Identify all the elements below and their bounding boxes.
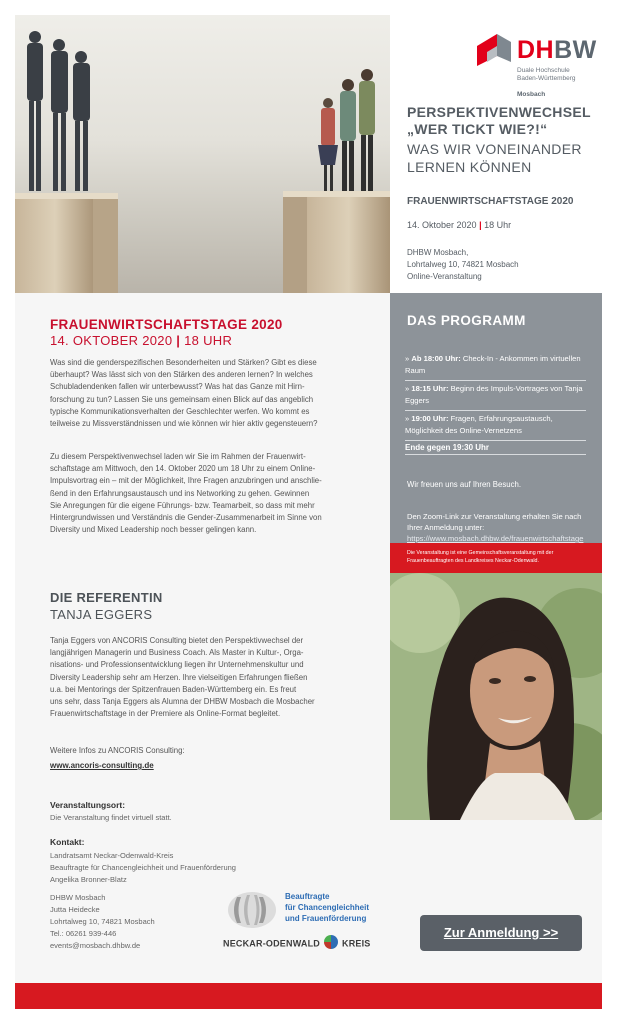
footer-bar [15, 983, 602, 1009]
speaker-portrait-illustration [390, 573, 602, 820]
cooperation-text: Die Veranstaltung ist eine Gemeinschaftsveranstaltung mit der Frauenbeauftragten des Landkreises Neckar-Odenwald. [407, 550, 554, 564]
neckar-odenwald-logo [223, 889, 373, 953]
profile-silhouette-icon [227, 891, 277, 929]
dhbw-logo [473, 32, 597, 112]
figurines-illustration [15, 15, 390, 293]
invitation-paragraph: Zu diesem Perspektivenwechsel laden wir Sie im Rahmen der Frauenwirt- schaftstage am Mittwoch, den 14. Oktober 2020 um 18 Uhr zu einem Online- Impulsvortrag ein – mit der Möglichkeit, Ihre Fragen anzubringen und anschlie- ßend in den Erfahrungsaustausch und ins Networking zu gehen. Gewinnen Sie Anregungen für die eigene Führungs- bzw. Teamarbeit, so dass mit mehr Hintergrundwissen und Verständnis die Gender-Zusammenarbeit im Sinne von Diversity und Mixed Leadership noch besser gelingen kann. [50, 452, 322, 535]
event-series-name: FRAUENWIRTSCHAFTSTAGE 2020 [407, 196, 574, 207]
event-info-panel [390, 15, 602, 293]
zoom-info: Den Zoom-Link zur Veranstaltung erhalten Sie nach Ihrer Anmeldung unter: https://www.mosbach.dhbw.de/frauenwirtschaftstage [407, 512, 584, 543]
dhbw-logo-subtitle: Duale Hochschule Baden-Württemberg [517, 67, 576, 82]
program-heading: DAS PROGRAMM [407, 313, 526, 328]
main-date: 14. OKTOBER 2020 | 18 UHR [50, 333, 233, 348]
dhbw-logo-mark [473, 32, 513, 68]
hero-image [15, 15, 390, 293]
event-date: 14. Oktober 2020 | 18 Uhr [407, 220, 512, 230]
contact-dhbw: DHBW Mosbach Jutta Heidecke Lohrtalweg 10, 74821 Mosbach Tel.: 06261 939-446 events@mosbach.dhbw.de [50, 893, 155, 950]
intro-paragraph: Was sind die genderspezifischen Besonderheiten und Stärken? Gibt es diese überhaupt? Was lässt sich von den Stärken des anderen lernen? In welches Schubladendenken fallen wir unterbewusst? Was hat das Ganze mit Hirn- forschung zu tun? Lassen Sie uns gemeinsam einen Blick auf das angeblich typische Kommunikationsverhalten der Geschlechter werfen. Wo kommt es teilweise zu Missverständnissen und wie können wir hier aktiv gegensteuern? [50, 358, 318, 429]
program-list [405, 351, 586, 455]
dhbw-wordmark: DHBW [517, 36, 597, 64]
contact-landratsamt: Landratsamt Neckar-Odenwald-Kreis Beauftragte für Chancengleichheit und Frauenförderung Angelika Bronner-Blatz [50, 851, 236, 884]
speaker-bio: Tanja Eggers von ANCORIS Consulting bietet den Perspektivwechsel der langjährigen Managerin und Business Coach. Als Master in Kultur-, Orga- nisations- und Professionsentwicklung liegen ihr Unternehmenskultur und Diversity Leadership sehr am Herzen. Ihre vielseitigen Erfahrungen fließen u.a. bei Mentorings der Spitzenfrauen Baden-Württemberg ein. Es freut uns sehr, dass Tanja Eggers als Alumna der DHBW Mosbach die Mosbacher Frauenwirtschaftstage in der Premiere als Online-Format begleitet. [50, 636, 315, 719]
main-title: FRAUENWIRTSCHAFTSTAGE 2020 [50, 317, 283, 332]
program-thanks: Wir freuen uns auf Ihren Besuch. [407, 480, 521, 489]
district-emblem-icon [324, 935, 338, 949]
program-item: » 19:00 Uhr: Fragen, Erfahrungsaustausch, Möglichkeit des Online-Vernetzens [405, 411, 586, 441]
partner-logo-name: NECKAR-ODENWALD KREIS [223, 937, 371, 951]
program-item: » Ab 18:00 Uhr: Check-In - Ankommen im virtuellen Raum [405, 351, 586, 381]
program-end-time: Ende gegen 19:30 Uhr [405, 441, 586, 455]
speaker-name: TANJA EGGERS [50, 607, 153, 622]
cooperation-banner [390, 543, 602, 573]
dhbw-logo-location: Mosbach [517, 91, 546, 98]
ancoris-link[interactable]: www.ancoris-consulting.de [50, 761, 154, 770]
speaker-heading: DIE REFERENTIN [50, 590, 163, 605]
partner-logo-text: Beauftragte für Chancengleichheit und Frauenförderung [285, 892, 370, 923]
event-address: DHBW Mosbach, Lohrtalweg 10, 74821 Mosbach Online-Veranstaltung [407, 248, 519, 281]
event-subtitle: WAS WIR VONEINANDER LERNEN KÖNNEN [407, 141, 582, 175]
speaker-portrait [390, 573, 602, 820]
venue-text: Die Veranstaltung findet virtuell statt. [50, 813, 172, 822]
register-button[interactable]: Zur Anmeldung >> [420, 915, 582, 951]
event-title: PERSPEKTIVENWECHSEL „WER TICKT WIE?!“ [407, 104, 591, 137]
zoom-registration-link[interactable]: https://www.mosbach.dhbw.de/frauenwirtschaftstage [407, 534, 584, 543]
contact-heading: Kontakt: [50, 837, 85, 847]
flyer-page [15, 15, 602, 1009]
program-item: » 18:15 Uhr: Beginn des Impuls-Vortrages von Tanja Eggers [405, 381, 586, 411]
more-info-text: Weitere Infos zu ANCORIS Consulting: [50, 746, 185, 755]
venue-heading: Veranstaltungsort: [50, 800, 126, 810]
program-panel [390, 293, 602, 543]
